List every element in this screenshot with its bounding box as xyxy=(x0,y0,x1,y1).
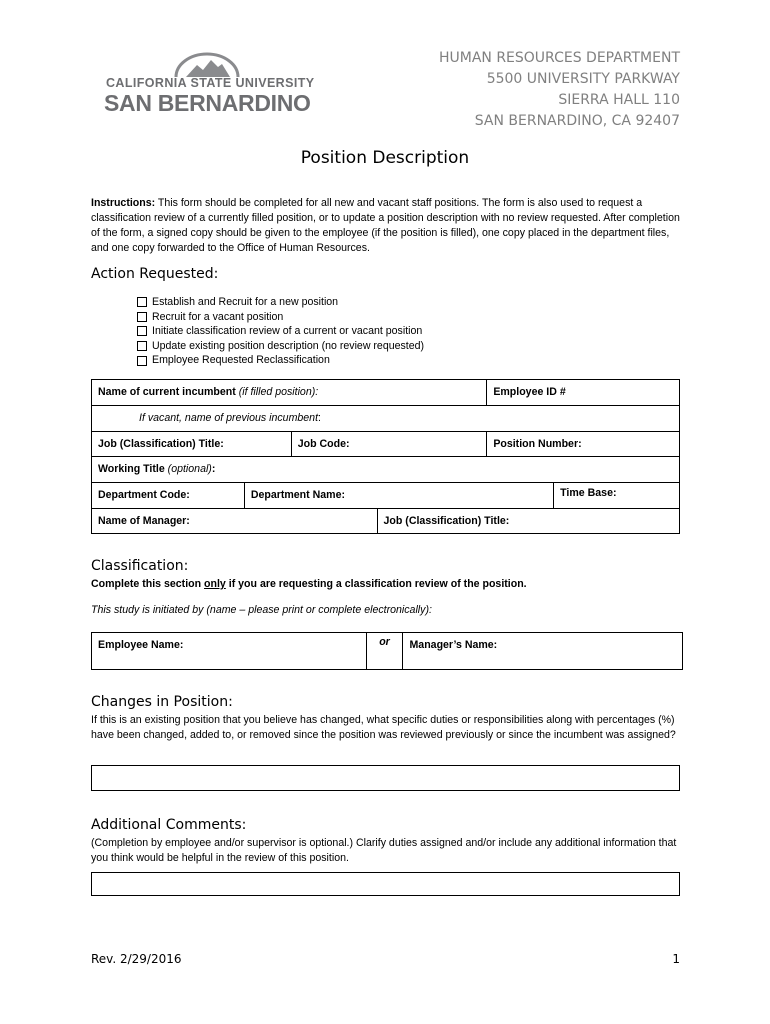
csusb-logo xyxy=(104,52,315,120)
working-title-field[interactable] xyxy=(92,457,680,483)
action-option-label: Update existing position description (no review requested) xyxy=(152,339,425,352)
department-name-field[interactable] xyxy=(244,483,553,509)
instructions-paragraph xyxy=(91,196,681,256)
instructions-text: This form should be completed for all new and vacant staff positions. The form is also used to request a classification review of a currently filled position, or to update a position description with no review requested. After completion of the form, a signed copy should be given to the employee (if the position is filled), one copy placed in the department files, and one copy forwarded to the Office of Human Resources. xyxy=(91,197,680,254)
classification-note-post: if you are requesting a classification review of the position. xyxy=(225,578,527,590)
comments-heading: Additional Comments: xyxy=(91,817,247,833)
comments-textarea[interactable] xyxy=(91,872,680,896)
page-title: Position Description xyxy=(300,148,470,168)
previous-incumbent-field[interactable] xyxy=(92,406,680,432)
logo-line-university: CALIFORNIA STATE UNIVERSITY xyxy=(106,76,315,90)
working-title-note: (optional) xyxy=(167,463,212,475)
employee-name-label: Employee Name: xyxy=(98,639,184,651)
address-line: 5500 UNIVERSITY PARKWAY xyxy=(486,71,680,87)
previous-incumbent-colon: : xyxy=(318,412,321,424)
checkbox[interactable] xyxy=(137,326,147,336)
job-title-label: Job (Classification) Title: xyxy=(98,438,224,450)
action-option[interactable] xyxy=(137,339,424,354)
initiated-by-text: This study is initiated by (name – please print or complete electronically): xyxy=(91,604,432,616)
action-option-label: Recruit for a vacant position xyxy=(152,310,284,323)
job-code-field[interactable] xyxy=(291,432,487,457)
manager-name-field[interactable] xyxy=(92,509,378,534)
action-option-label: Establish and Recruit for a new position xyxy=(152,296,339,308)
action-option[interactable] xyxy=(137,310,424,325)
job-title-field[interactable] xyxy=(92,432,292,457)
classification-note-pre: Complete this section xyxy=(91,578,205,590)
revision-date: Rev. 2/29/2016 xyxy=(91,952,182,966)
initiator-table xyxy=(91,632,683,670)
time-base-label: Time Base: xyxy=(560,487,617,499)
action-option-label: Initiate classification review of a current or vacant position xyxy=(152,325,423,338)
checkbox[interactable] xyxy=(137,312,147,322)
working-title-colon: : xyxy=(211,463,216,475)
employee-id-label: Employee ID # xyxy=(493,386,566,398)
current-incumbent-label: Name of current incumbent xyxy=(98,386,236,398)
position-info-table xyxy=(91,379,680,534)
department-code-label: Department Code: xyxy=(98,489,190,501)
department-name-label: Department Name: xyxy=(250,489,346,501)
comments-text: (Completion by employee and/or supervisor is optional.) Clarify duties assigned and/or include any additional information that you think would be helpful in the review of this position. xyxy=(91,837,677,864)
action-requested-heading: Action Requested: xyxy=(91,266,219,282)
working-title-label: Working Title xyxy=(98,463,165,475)
mountain-arch-icon xyxy=(172,52,242,78)
changes-text: If this is an existing position that you believe has changed, what specific duties or responsibilities along with percentages (%) have been changed, added to, or removed since the position was reviewed previously or since the incumbent was assigned? xyxy=(91,714,676,741)
employee-name-field[interactable] xyxy=(92,633,367,670)
job-code-label: Job Code: xyxy=(297,438,350,450)
department-code-field[interactable] xyxy=(92,483,245,509)
or-label: or xyxy=(379,636,390,648)
action-option[interactable] xyxy=(137,353,424,368)
department-address xyxy=(439,48,680,132)
previous-incumbent-label: If vacant, name of previous incumbent xyxy=(139,412,319,424)
logo-line-campus: SAN BERNARDINO xyxy=(104,90,311,116)
manager-job-title-label: Job (Classification) Title: xyxy=(383,515,510,527)
action-option-label: Employee Requested Reclassification xyxy=(152,354,330,367)
current-incumbent-field[interactable] xyxy=(92,380,487,406)
checkbox[interactable] xyxy=(137,297,147,307)
manager-name-input[interactable] xyxy=(403,633,683,670)
manager-name-input-label: Manager’s Name: xyxy=(409,639,498,651)
position-number-field[interactable] xyxy=(487,432,680,457)
current-incumbent-note: (if filled position): xyxy=(238,386,319,398)
checkbox[interactable] xyxy=(137,356,147,366)
changes-textarea[interactable] xyxy=(91,765,680,791)
manager-name-label: Name of Manager: xyxy=(98,515,190,527)
action-option[interactable] xyxy=(137,324,424,339)
action-options-list xyxy=(137,295,424,368)
page-number: 1 xyxy=(672,952,680,966)
address-line: SIERRA HALL 110 xyxy=(558,92,680,108)
employee-id-field[interactable] xyxy=(487,380,680,406)
classification-note xyxy=(91,577,686,592)
classification-heading: Classification: xyxy=(91,558,189,574)
position-number-label: Position Number: xyxy=(493,438,582,450)
address-line: SAN BERNARDINO, CA 92407 xyxy=(474,113,680,129)
action-option[interactable] xyxy=(137,295,424,310)
or-separator xyxy=(366,633,403,670)
address-line: HUMAN RESOURCES DEPARTMENT xyxy=(438,50,680,66)
changes-heading: Changes in Position: xyxy=(91,694,233,710)
manager-job-title-field[interactable] xyxy=(377,509,679,534)
checkbox[interactable] xyxy=(137,341,147,351)
classification-note-emphasis: only xyxy=(204,578,226,590)
instructions-label: Instructions: xyxy=(91,197,156,209)
time-base-field[interactable] xyxy=(554,483,680,509)
